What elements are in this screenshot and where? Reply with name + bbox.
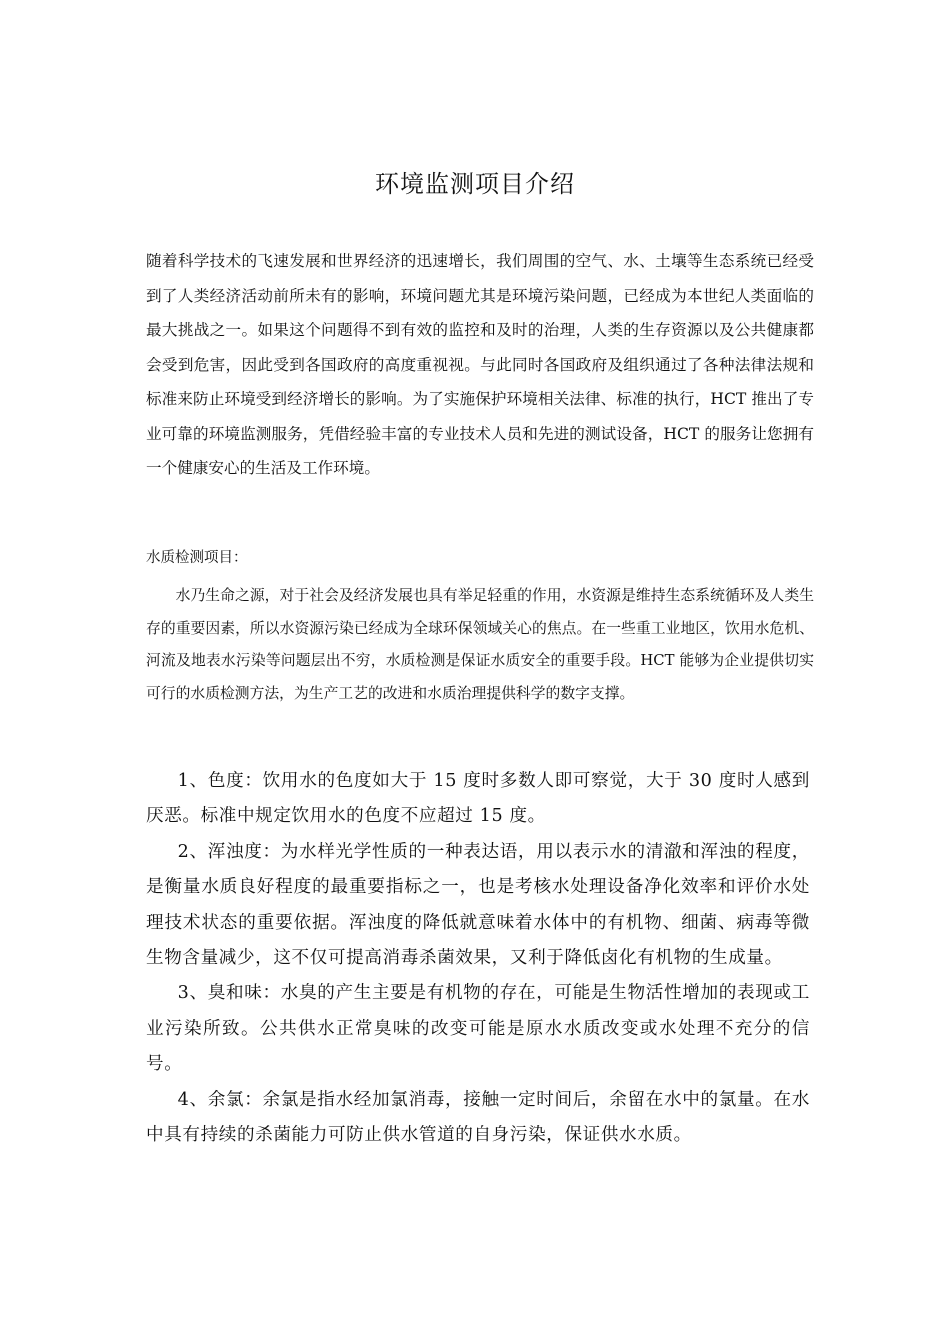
document-title: 环境监测项目介绍	[375, 170, 575, 198]
water-intro-paragraph: 水乃生命之源，对于社会及经济发展也具有举足轻重的作用，水资源是维持生态系统循环及人类生存的重要因素，所以水资源污染已经成为全球环保领域关心的焦点。在一些重工业地区，饮用水危机、河流及地表水污染等问题层出不穷，水质检测是保证水质安全的重要手段。HCT 能够为企业提供切实可行的水质检测方法，为生产工艺的改进和水质治理提供科学的数字支撑。	[146, 587, 814, 702]
water-section-heading: 水质检测项目：	[146, 550, 248, 566]
water-item-color: 1、色度：饮用水的色度如大于 15 度时多数人即可察觉，大于 30 度时人感到厌恶。标准中规定饮用水的色度不应超过 15 度。	[146, 771, 810, 827]
water-item-turbidity: 2、浑浊度：为水样光学性质的一种表达语，用以表示水的清澈和浑浊的程度，是衡量水质良好程度的最重要指标之一，也是考核水处理设备净化效率和评价水处理技术状态的重要依据。浑浊度的降低就意味着水体中的有机物、细菌、病毒等微生物含量减少，这不仅可提高消毒杀菌效果，又利于降低卤化有机物的生成量。	[146, 841, 810, 969]
intro-paragraph: 随着科学技术的飞速发展和世界经济的迅速增长，我们周围的空气、水、土壤等生态系统已经受到了人类经济活动前所未有的影响，环境问题尤其是环境污染问题，已经成为本世纪人类面临的最大挑战之一。如果这个问题得不到有效的监控和及时的治理，人类的生存资源以及公共健康都会受到危害，因此受到各国政府的高度重视视。与此同时各国政府及组织通过了各种法律法规和标准来防止环境受到经济增长的影响。为了实施保护环境相关法律、标准的执行，HCT 推出了专业可靠的环境监测服务，凭借经验丰富的专业技术人员和先进的测试设备，HCT 的服务让您拥有一个健康安心的生活及工作环境。	[146, 252, 814, 477]
water-test-items	[146, 764, 810, 1153]
water-item-odor-taste: 3、臭和味：水臭的产生主要是有机物的存在，可能是生物活性增加的表现或工业污染所致。公共供水正常臭味的改变可能是原水水质改变或水处理不充分的信号。	[146, 983, 810, 1075]
water-item-residual-chlorine: 4、余氯：余氯是指水经加氯消毒，接触一定时间后，余留在水中的氯量。在水中具有持续的杀菌能力可防止供水管道的自身污染，保证供水水质。	[146, 1089, 810, 1146]
